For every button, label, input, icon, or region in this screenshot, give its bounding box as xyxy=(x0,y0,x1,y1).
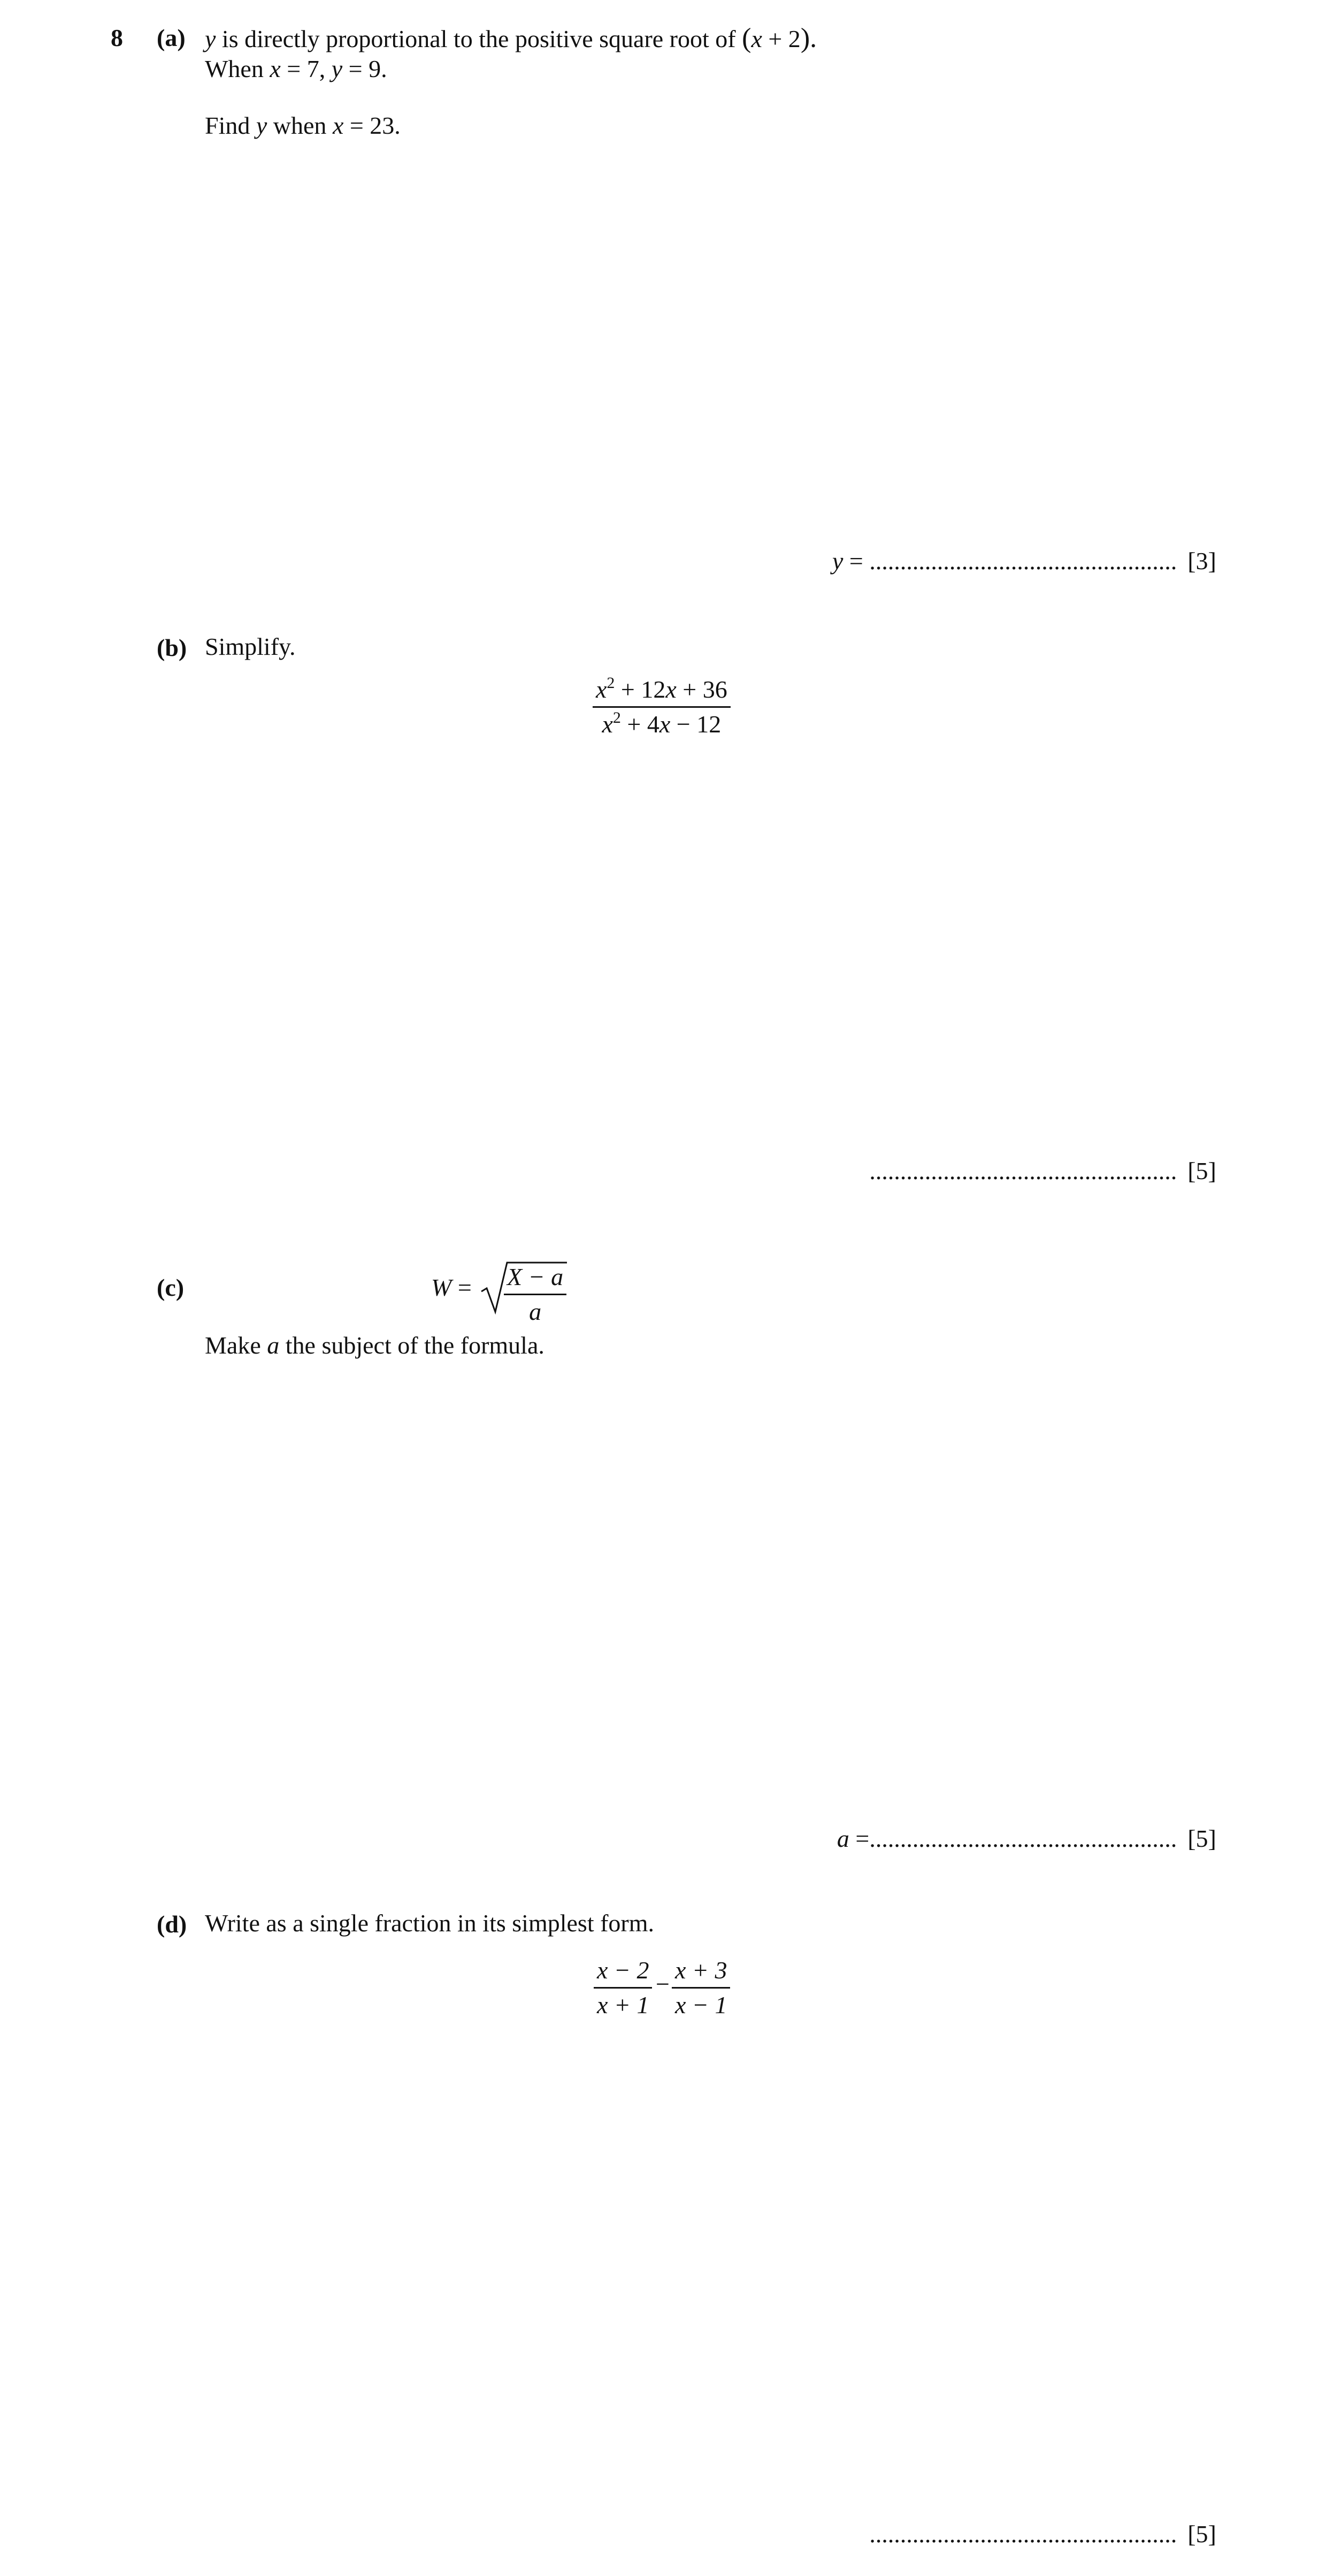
fraction-denominator: x + 1 xyxy=(597,1991,649,2019)
part-d-fraction-1 xyxy=(594,1958,652,2017)
marks: [5] xyxy=(1187,1825,1216,1852)
var-x: x xyxy=(659,710,671,738)
var-W: W xyxy=(431,1274,452,1301)
answer-dots[interactable]: .................................................. xyxy=(869,1825,1177,1852)
expr-rest: + 2 xyxy=(762,25,801,52)
var-x: x xyxy=(602,710,613,738)
var-x: x xyxy=(270,55,281,82)
part-d-instruction: Write as a single fraction in its simplest form. xyxy=(205,1909,655,1937)
marks: [3] xyxy=(1187,547,1216,575)
given-when: When xyxy=(205,55,270,82)
part-c-label: (c) xyxy=(157,1274,185,1301)
part-b-answer-line[interactable] xyxy=(869,1159,1216,1183)
fraction-denominator: a xyxy=(529,1298,542,1325)
part-b-label: (b) xyxy=(157,634,187,661)
fraction-denominator xyxy=(599,708,725,737)
instruction-text: the subject of the formula. xyxy=(279,1332,544,1359)
fraction-numerator: X − a xyxy=(504,1265,566,1295)
when-text: when xyxy=(267,112,333,139)
var-y: y xyxy=(331,55,343,82)
part-c-fraction xyxy=(504,1265,566,1324)
var-x: x xyxy=(751,25,762,52)
part-b-instruction: Simplify. xyxy=(205,633,296,660)
equals-sign: = xyxy=(451,1274,472,1301)
part-d-answer-line[interactable] xyxy=(869,2522,1216,2547)
given-eq1: = 7, xyxy=(280,55,332,82)
paren-close: ). xyxy=(800,23,817,53)
fraction-numerator: x − 2 xyxy=(594,1958,652,1989)
answer-eq: = xyxy=(843,547,870,575)
fraction-numerator xyxy=(593,674,731,708)
part-d-label: (d) xyxy=(157,1910,187,1938)
part-c-formula-lhs xyxy=(431,1275,472,1300)
den-term: + 4 xyxy=(620,710,659,738)
var-y: y xyxy=(256,112,267,139)
answer-eq: = xyxy=(849,1825,870,1852)
exponent: 2 xyxy=(607,674,615,692)
minus-sign: − xyxy=(656,1970,670,1998)
den-term: − 12 xyxy=(670,710,722,738)
part-c-instruction xyxy=(205,1333,544,1358)
var-x: x xyxy=(332,112,344,139)
question-number: 8 xyxy=(111,24,123,51)
part-a-given xyxy=(205,57,387,81)
answer-var: a xyxy=(837,1825,849,1852)
answer-dots[interactable]: .................................................. xyxy=(869,547,1177,575)
answer-dots[interactable]: .................................................. xyxy=(869,1157,1177,1184)
part-d-fraction-2 xyxy=(672,1958,730,2017)
part-c-answer-line[interactable] xyxy=(837,1826,1216,1851)
fraction-numerator: x + 3 xyxy=(672,1958,730,1989)
var-y: y xyxy=(205,25,216,52)
given-eq2: = 9. xyxy=(342,55,387,82)
marks: [5] xyxy=(1187,1157,1216,1184)
fraction-denominator: x − 1 xyxy=(675,1991,727,2019)
find-eq: = 23. xyxy=(343,112,401,139)
var-x: x xyxy=(665,676,677,703)
find-text: Find xyxy=(205,112,256,139)
part-a-find xyxy=(205,113,401,138)
answer-var: y xyxy=(832,547,843,575)
part-a-answer-line[interactable] xyxy=(832,549,1216,574)
answer-dots[interactable]: .................................................. xyxy=(869,2520,1177,2548)
part-a-label: (a) xyxy=(157,24,186,51)
exponent: 2 xyxy=(612,709,621,727)
part-b-fraction xyxy=(593,674,731,738)
var-x: x xyxy=(596,676,607,703)
statement-text: is directly proportional to the positive square root of xyxy=(216,25,742,52)
instruction-text: Make xyxy=(205,1332,267,1359)
paren-open: ( xyxy=(742,23,751,53)
marks: [5] xyxy=(1187,2520,1216,2548)
num-term: + 36 xyxy=(676,676,727,703)
num-term: + 12 xyxy=(615,676,666,703)
part-a-statement xyxy=(205,25,817,52)
var-a: a xyxy=(267,1332,280,1359)
